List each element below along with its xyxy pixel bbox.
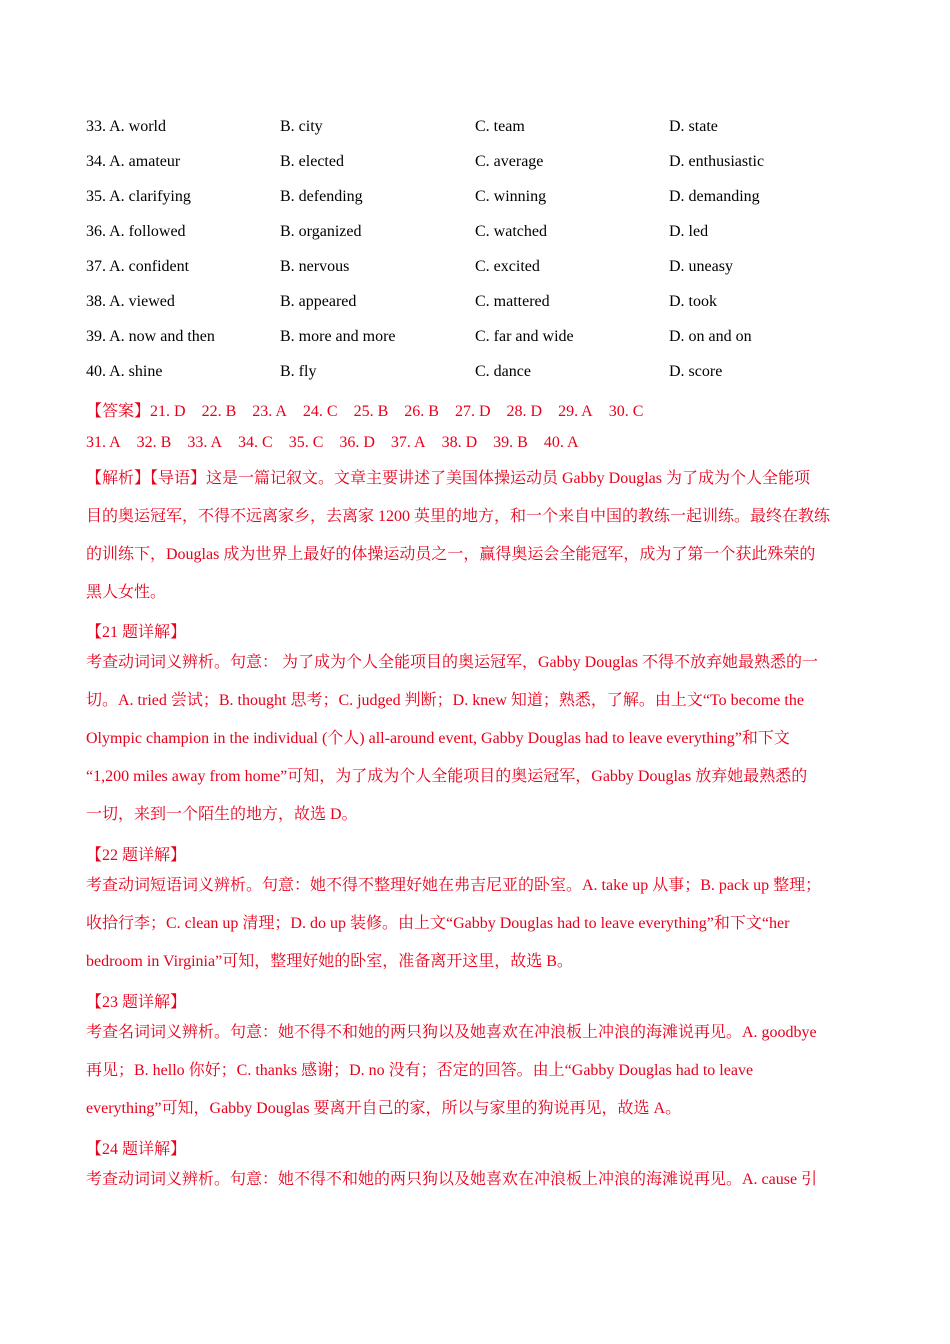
option-d: D. state (669, 118, 718, 135)
option-b: B. defending (280, 188, 363, 205)
analysis-paragraph (86, 460, 866, 612)
q21-line: 切。A. tried 尝试；B. thought 思考；C. judged 判断；D. knew 知道；熟悉，了解。由上文“To become the (86, 692, 804, 709)
option-b: B. elected (280, 153, 344, 170)
option-d: D. score (669, 363, 723, 380)
q22-line: 收拾行李；C. clean up 清理；D. do up 装修。由上文“Gabby Douglas had to leave everything”和下文“her (86, 915, 790, 932)
option-d: D. led (669, 223, 709, 240)
option-row-40 (86, 363, 866, 383)
answer-item: 23. A (252, 403, 287, 420)
option-b: B. more and more (280, 328, 396, 345)
option-a: 33. A. world (86, 118, 166, 135)
option-b: B. nervous (280, 258, 350, 275)
analysis-line: 黑人女性。 (86, 584, 167, 601)
option-c: C. dance (475, 363, 531, 380)
answer-item: 38. D (441, 434, 478, 451)
q23-heading: 【23 题详解】 (86, 994, 187, 1011)
answer-item: 40. A (543, 434, 579, 451)
q21-heading: 【21 题详解】 (86, 624, 187, 641)
answer-item: 35. C (288, 434, 324, 451)
answer-item: 28. D (506, 403, 543, 420)
option-c: C. team (475, 118, 525, 135)
option-row-34 (86, 153, 866, 173)
q23-line: 再见；B. hello 你好；C. thanks 感谢；D. no 没有；否定的回答。由上“Gabby Douglas had to leave (86, 1062, 754, 1079)
answer-item: 36. D (339, 434, 375, 451)
answer-item: 24. C (302, 403, 338, 420)
option-d: D. enthusiastic (669, 153, 765, 170)
q24-paragraph (86, 1161, 866, 1199)
option-c: C. average (475, 153, 544, 170)
answer-item: 37. A (390, 434, 426, 451)
answer-item: 32. B (136, 434, 172, 451)
option-b: B. city (280, 118, 323, 135)
q24-line: 考查动词词义辨析。句意：她不得不和她的两只狗以及她喜欢在冲浪板上冲浪的海滩说再见。A. cause 引 (86, 1171, 818, 1188)
q22-paragraph (86, 867, 866, 981)
q23-line: everything”可知，Gabby Douglas 要离开自己的家，所以与家里的狗说再见，故选 A。 (86, 1100, 682, 1117)
option-row-33 (86, 118, 866, 138)
option-a: 39. A. now and then (86, 328, 215, 345)
answer-item: 22. B (201, 403, 237, 420)
analysis-line: 目的奥运冠军，不得不远离家乡，去离家 1200 英里的地方，和一个来自中国的教练一起训练。最终在教练 (86, 508, 831, 525)
analysis-line: 【解析】【导语】这是一篇记叙文。文章主要讲述了美国体操运动员 Gabby Douglas 为了成为个人全能项 (86, 470, 810, 487)
answer-item: 25. B (353, 403, 389, 420)
answer-item: 27. D (454, 403, 491, 420)
q21-line: “1,200 miles away from home”可知，为了成为个人全能项目的奥运冠军，Gabby Douglas 放弃她最熟悉的 (86, 768, 808, 785)
q22-heading: 【22 题详解】 (86, 847, 187, 864)
option-row-39 (86, 328, 866, 348)
option-row-36 (86, 223, 866, 243)
option-row-37 (86, 258, 866, 278)
answer-item: 21. D (150, 403, 186, 420)
q21-line: Olympic champion in the individual (个人) all-around event, Gabby Douglas had to leave everything”和下文 (86, 730, 790, 747)
answer-line-1 (86, 398, 643, 421)
option-c: C. winning (475, 188, 547, 205)
q23-paragraph (86, 1014, 866, 1128)
option-row-38 (86, 293, 866, 313)
q22-line: 考查动词短语词义辨析。句意：她不得不整理好她在弗吉尼亚的卧室。A. take up 从事；B. pack up 整理； (86, 877, 822, 894)
q21-line: 一切，来到一个陌生的地方，故选 D。 (86, 806, 358, 823)
option-a: 37. A. confident (86, 258, 190, 275)
q24-heading: 【24 题详解】 (86, 1141, 187, 1158)
q23-line: 考查名词词义辨析。句意：她不得不和她的两只狗以及她喜欢在冲浪板上冲浪的海滩说再见。A. goodbye (86, 1024, 817, 1041)
option-c: C. far and wide (475, 328, 574, 345)
option-a: 35. A. clarifying (86, 188, 191, 205)
option-d: D. uneasy (669, 258, 733, 275)
analysis-line: 的训练下，Douglas 成为世界上最好的体操运动员之一，赢得奥运会全能冠军，成为了第一个获此殊荣的 (86, 546, 816, 563)
answer-item: 29. A (558, 403, 593, 420)
option-d: D. demanding (669, 188, 760, 205)
q22-line: bedroom in Virginia”可知，整理好她的卧室，准备离开这里，故选 B。 (86, 953, 573, 970)
answer-item: 39. B (493, 434, 528, 451)
answer-item: 33. A (187, 434, 223, 451)
option-b: B. organized (280, 223, 362, 240)
option-c: C. excited (475, 258, 540, 275)
q21-paragraph (86, 644, 866, 834)
option-a: 38. A. viewed (86, 293, 175, 310)
option-row-35 (86, 188, 866, 208)
option-c: C. watched (475, 223, 547, 240)
q21-line: 考查动词词义辨析。句意： 为了成为个人全能项目的奥运冠军，Gabby Douglas 不得不放弃她最熟悉的一 (86, 654, 818, 671)
option-a: 40. A. shine (86, 363, 163, 380)
answer-label: 【答案】 (86, 403, 151, 420)
option-a: 34. A. amateur (86, 153, 181, 170)
answer-item: 31. A (86, 434, 121, 451)
option-d: D. on and on (669, 328, 752, 345)
option-d: D. took (669, 293, 717, 310)
answer-item: 26. B (404, 403, 439, 420)
option-c: C. mattered (475, 293, 550, 310)
option-b: B. appeared (280, 293, 357, 310)
answer-line-2 (86, 434, 579, 452)
answer-item: 34. C (238, 434, 273, 451)
answer-item: 30. C (608, 403, 644, 420)
option-b: B. fly (280, 363, 317, 380)
option-a: 36. A. followed (86, 223, 186, 240)
